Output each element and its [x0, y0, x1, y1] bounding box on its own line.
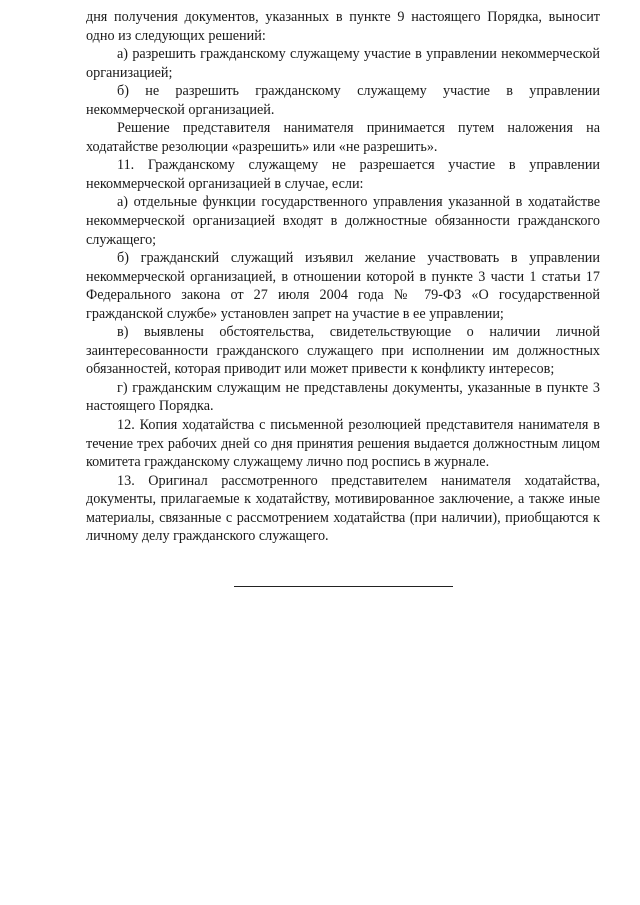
paragraph-clause-12: 12. Копия ходатайства с письменной резолюцией представителя нанимателя в течение трех рабочих дней со дня принятия решения выдается должностным лицом комитета гражданскому служащему лично под роспись в журнале.	[86, 417, 600, 471]
paragraph-clause-13: 13. Оригинал рассмотренного представителем нанимателя ходатайства, документы, прилагаемые к ходатайству, мотивированное заключение, а также иные материалы, связанные с рассмотрением ходатайства (при наличии), приобщаются к личному делу гражданского служащего.	[86, 472, 600, 545]
paragraph-resolution: Решение представителя нанимателя принимается путем наложения на ходатайстве резолюции «разрешить» или «не разрешить».	[86, 120, 600, 155]
paragraph-clause-11: 11. Гражданскому служащему не разрешается участие в управлении некоммерческой организацией в случае, если:	[86, 157, 600, 192]
paragraph-option-a: а) разрешить гражданскому служащему участие в управлении некоммерческой организацией;	[86, 46, 600, 81]
paragraph-continuation: дня получения документов, указанных в пункте 9 настоящего Порядка, выносит одно из следующих решений:	[86, 9, 600, 44]
end-of-document-rule	[234, 586, 453, 587]
document-body	[86, 8, 600, 546]
paragraph-clause-11-a: а) отдельные функции государственного управления указанной в ходатайстве некоммерческой организацией входят в должностные обязанности гражданского служащего;	[86, 194, 600, 248]
paragraph-option-b: б) не разрешить гражданскому служащему участие в управлении некоммерческой организацией.	[86, 83, 600, 118]
paragraph-clause-11-c: в) выявлены обстоятельства, свидетельствующие о наличии личной заинтересованности гражданского служащего при исполнении им должностных обязанностей, которая приводит или может привести к конфликту интересов;	[86, 324, 600, 378]
paragraph-clause-11-b: б) гражданский служащий изъявил желание участвовать в управлении некоммерческой организацией, в отношении которой в пункте 3 части 1 статьи 17 Федерального закона от 27 июля 2004 года № 79-ФЗ «О государственной гражданской службе» установлен запрет на участие в ее управлении;	[86, 250, 600, 322]
paragraph-clause-11-d: г) гражданским служащим не представлены документы, указанные в пункте 3 настоящего Порядка.	[86, 379, 600, 415]
